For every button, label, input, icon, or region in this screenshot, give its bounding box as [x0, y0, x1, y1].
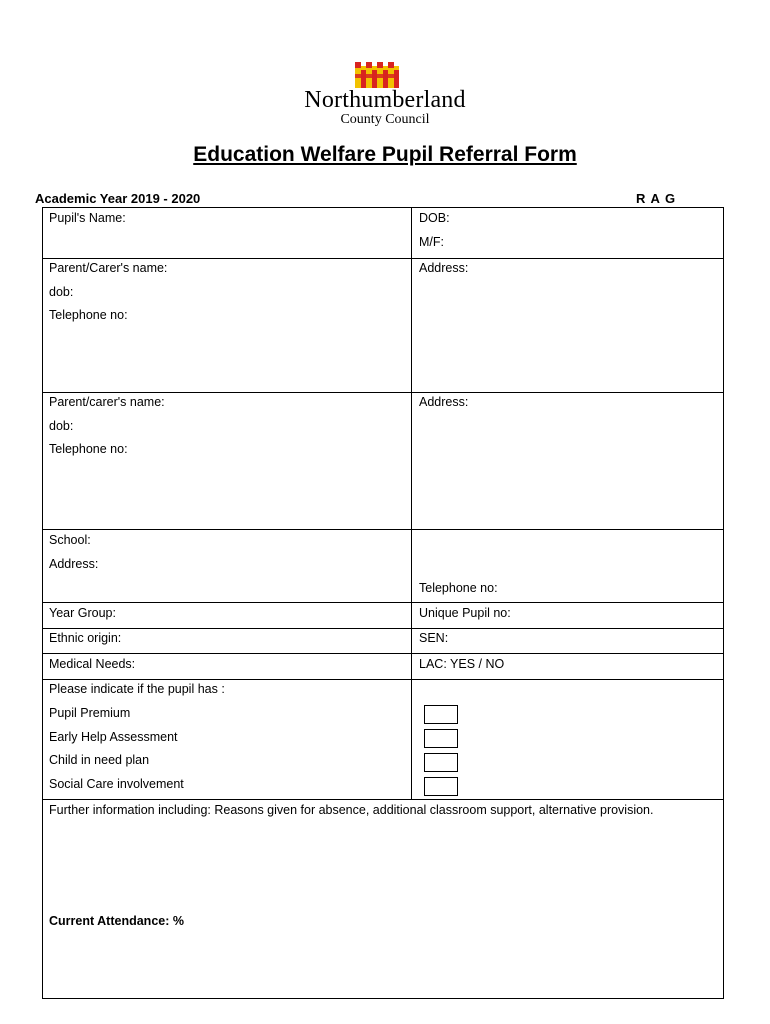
carer1-address-label: Address: — [419, 261, 469, 275]
indicator-social-care-label: Social Care involvement — [49, 777, 184, 791]
rag-label: R A G — [636, 191, 677, 206]
carer1-dob-label: dob: — [49, 285, 74, 299]
ethnic-origin-label: Ethnic origin: — [49, 631, 122, 645]
lac-label: LAC: YES / NO — [419, 657, 505, 671]
social-care-checkbox[interactable] — [424, 777, 458, 796]
child-in-need-checkbox[interactable] — [424, 753, 458, 772]
unique-pupil-no-label: Unique Pupil no: — [419, 606, 511, 620]
indicator-child-in-need-label: Child in need plan — [49, 753, 150, 767]
divider — [42, 258, 724, 259]
carer2-dob-label: dob: — [49, 419, 74, 433]
academic-year: Academic Year 2019 - 2020 — [35, 191, 201, 206]
current-attendance-label: Current Attendance: % — [49, 914, 184, 928]
school-telephone-label: Telephone no: — [419, 581, 498, 595]
org-subtitle: County Council — [340, 112, 430, 127]
referral-form — [42, 207, 724, 999]
year-group-label: Year Group: — [49, 606, 116, 620]
carer2-telephone-label: Telephone no: — [49, 442, 128, 456]
divider — [42, 679, 724, 680]
column-divider — [411, 207, 412, 800]
carer2-address-label: Address: — [419, 395, 469, 409]
school-address-label: Address: — [49, 557, 99, 571]
pupil-name-label: Pupil's Name: — [49, 211, 126, 225]
medical-needs-label: Medical Needs: — [49, 657, 136, 671]
page-title: Education Welfare Pupil Referral Form — [193, 143, 577, 166]
carer2-name-label: Parent/carer's name: — [49, 395, 165, 409]
org-name: Northumberland — [304, 87, 466, 113]
divider — [42, 628, 724, 629]
early-help-checkbox[interactable] — [424, 729, 458, 748]
school-label: School: — [49, 533, 91, 547]
indicator-early-help-label: Early Help Assessment — [49, 730, 178, 744]
further-info-label: Further information including: Reasons given for absence, additional classroom support, alternative provision. — [49, 803, 654, 817]
dob-label: DOB: — [419, 211, 450, 225]
divider — [42, 602, 724, 603]
carer1-name-label: Parent/Carer's name: — [49, 261, 168, 275]
indicate-prompt: Please indicate if the pupil has : — [49, 682, 225, 696]
divider — [42, 653, 724, 654]
carer1-telephone-label: Telephone no: — [49, 308, 128, 322]
indicator-pupil-premium-label: Pupil Premium — [49, 706, 131, 720]
gender-label: M/F: — [419, 235, 444, 249]
divider — [42, 799, 724, 800]
pupil-premium-checkbox[interactable] — [424, 705, 458, 724]
divider — [42, 529, 724, 530]
castle-crest-icon — [353, 58, 401, 88]
sen-label: SEN: — [419, 631, 449, 645]
divider — [42, 392, 724, 393]
